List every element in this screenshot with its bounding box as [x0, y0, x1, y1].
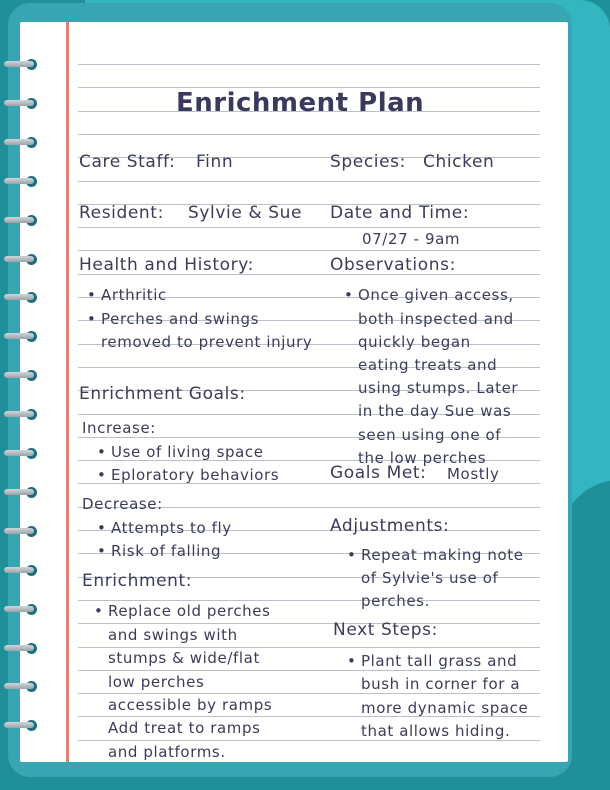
observation-line: the low perches: [358, 449, 487, 467]
observation-line: using stumps. Later: [358, 379, 519, 397]
decrease-label: Decrease:: [82, 495, 163, 513]
binding-ring: [4, 602, 40, 616]
adjustment-line: of Sylvie's use of: [361, 569, 499, 587]
observations-label: Observations:: [330, 255, 456, 275]
ruled-line: [78, 64, 540, 65]
increase-label: Increase:: [82, 419, 156, 437]
enrichment-line: Add treat to ramps: [108, 719, 261, 737]
observation-line: eating treats and: [358, 356, 498, 374]
binding-ring: [4, 174, 40, 188]
binding-ring: [4, 407, 40, 421]
enrichment-line: and swings with: [108, 626, 238, 644]
binding-ring: [4, 57, 40, 71]
page-title: Enrichment Plan: [176, 88, 425, 118]
ruled-line: [78, 181, 540, 182]
ruled-line: [78, 134, 540, 135]
margin-line: [66, 22, 69, 762]
binding-ring: [4, 524, 40, 538]
increase-item: • Eploratory behaviors: [111, 466, 279, 484]
date-time-value: 07/27 - 9am: [362, 230, 461, 248]
ruled-line: [78, 623, 540, 624]
observation-line: quickly began: [358, 333, 471, 351]
binding-ring: [4, 290, 40, 304]
binding-ring: [4, 213, 40, 227]
observation-line: seen using one of: [358, 426, 502, 444]
binding-ring: [4, 135, 40, 149]
enrichment-line: and platforms.: [108, 743, 226, 761]
enrichment-line: stumps & wide/flat: [108, 649, 260, 667]
goals-met-value: Mostly: [447, 465, 500, 483]
observation-line: both inspected and: [358, 310, 514, 328]
next-step-line: more dynamic space: [361, 699, 529, 717]
binding-ring: [4, 563, 40, 577]
goals-met-label: Goals Met:: [330, 463, 427, 483]
health-item-continued: removed to prevent injury: [101, 333, 313, 351]
date-time-label: Date and Time:: [330, 203, 470, 223]
enrichment-goals-label: Enrichment Goals:: [79, 384, 246, 404]
enrichment-line: accessible by ramps: [108, 696, 273, 714]
adjustments-label: Adjustments:: [330, 516, 450, 536]
enrichment-line: • Replace old perches: [108, 602, 271, 620]
health-history-label: Health and History:: [79, 255, 254, 275]
binding-ring: [4, 679, 40, 693]
paper-page: [20, 22, 568, 762]
binding-ring: [4, 641, 40, 655]
species-label: Species:: [330, 152, 406, 172]
species-value: Chicken: [423, 152, 495, 172]
ruled-line: [78, 647, 540, 648]
observation-line: in the day Sue was: [358, 402, 512, 420]
binding-ring: [4, 446, 40, 460]
binding-ring: [4, 329, 40, 343]
health-item: • Arthritic: [101, 286, 167, 304]
binding-ring: [4, 252, 40, 266]
resident-label: Resident:: [79, 203, 164, 223]
ruled-line: [78, 600, 540, 601]
ruled-line: [78, 693, 540, 694]
adjustment-line: perches.: [361, 592, 430, 610]
next-step-line: that allows hiding.: [361, 722, 511, 740]
ruled-line: [78, 227, 540, 228]
care-staff-label: Care Staff:: [79, 152, 176, 172]
observation-line: • Once given access,: [358, 286, 514, 304]
next-step-line: bush in corner for a: [361, 675, 521, 693]
enrichment-label: Enrichment:: [82, 571, 193, 591]
increase-item: • Use of living space: [111, 443, 264, 461]
next-step-line: • Plant tall grass and: [361, 652, 517, 670]
binding-ring: [4, 368, 40, 382]
binding-ring: [4, 96, 40, 110]
decrease-item: • Attempts to fly: [111, 519, 232, 537]
care-staff-value: Finn: [196, 152, 234, 172]
health-item: • Perches and swings: [101, 310, 259, 328]
binding-ring: [4, 718, 40, 732]
enrichment-line: low perches: [108, 673, 205, 691]
decrease-item: • Risk of falling: [111, 542, 221, 560]
ruled-line: [78, 250, 540, 251]
next-steps-label: Next Steps:: [333, 620, 438, 640]
resident-value: Sylvie & Sue: [188, 203, 303, 223]
binding-ring: [4, 485, 40, 499]
adjustment-line: • Repeat making note: [361, 546, 524, 564]
